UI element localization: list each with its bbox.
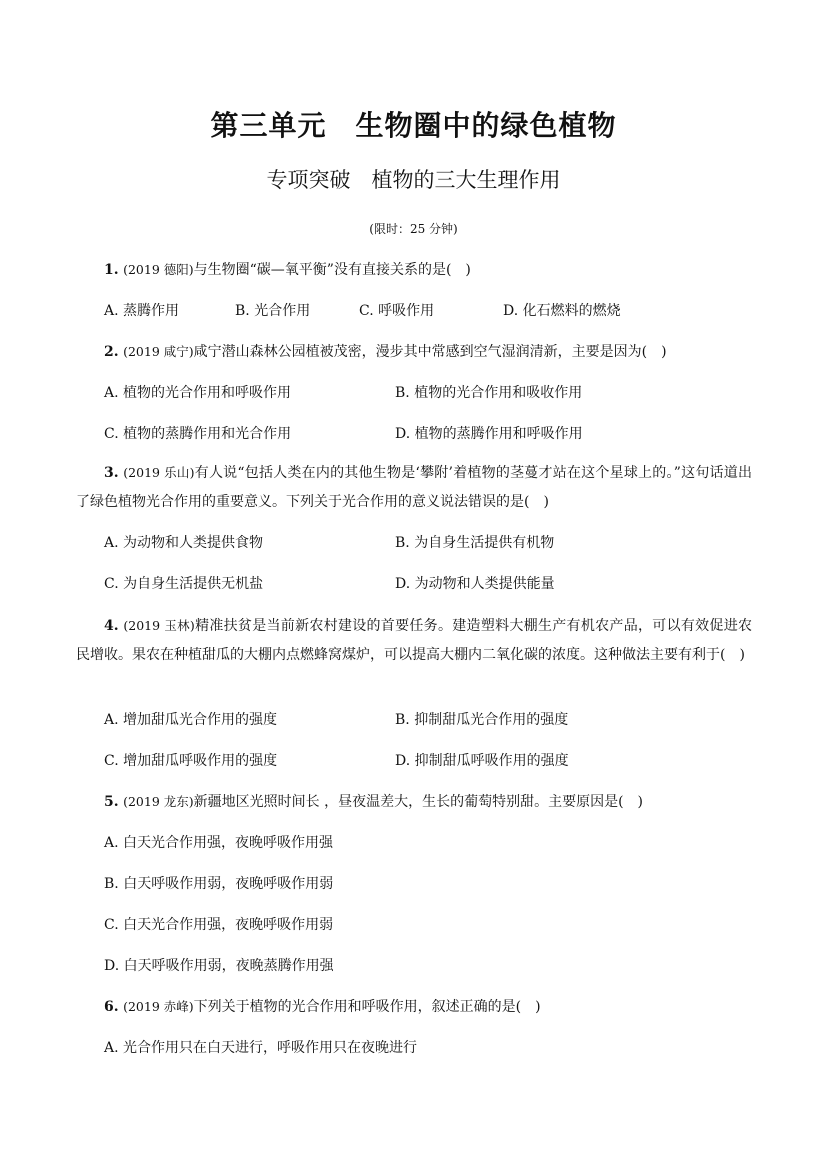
question-6-stem [104,997,541,1017]
question-text: 新疆地区光照时间长 ，昼夜温差大，生长的葡萄特别甜。主要原因是( ) [193,794,643,810]
question-source: (2019 咸宁) [123,344,194,359]
question-number: 6. [104,999,119,1015]
question-2-option-c: C. 植物的蒸腾作用和光合作用 [104,426,292,442]
question-5-option-c: C. 白天光合作用强，夜晚呼吸作用弱 [104,917,334,933]
unit-title: 第三单元 生物圈中的绿色植物 [210,109,617,142]
question-source: (2019 赤峰) [123,999,194,1014]
question-text: 有人说“包括人类在内的其他生物是‘攀附’着植物的茎蔓才站在这个星球上的。”这句话道出了绿色植物光合作用的重要意义。下列关于光合作用的意义说法错误的是( ) [76,465,752,510]
question-source: (2019 德阳) [123,262,194,277]
question-3-option-b: B. 为自身生活提供有机物 [395,535,555,551]
question-text: 下列关于植物的光合作用和呼吸作用，叙述正确的是( ) [193,999,541,1015]
question-5-option-a: A. 白天光合作用强，夜晚呼吸作用强 [104,835,334,851]
question-1-option-d: D. 化石燃料的燃烧 [503,303,621,319]
question-number: 1. [104,262,119,278]
question-1-option-b: B. 光合作用 [235,303,311,319]
question-5-stem [104,792,643,812]
question-2-option-b: B. 植物的光合作用和吸收作用 [395,385,583,401]
question-text: 精准扶贫是当前新农村建设的首要任务。建造塑料大棚生产有机农产品，可以有效促进农民增收。果农在种植甜瓜的大棚内点燃蜂窝煤炉，可以提高大棚内二氧化碳的浓度。这种做法主要有利于( ) [76,618,753,663]
question-2-option-d: D. 植物的蒸腾作用和呼吸作用 [395,426,583,442]
question-1-option-a: A. 蒸腾作用 [104,303,180,319]
question-text: 与生物圈“碳—氧平衡”没有直接关系的是( ) [193,262,471,278]
question-3-option-d: D. 为动物和人类提供能量 [395,576,555,592]
question-3-option-a: A. 为动物和人类提供食物 [104,535,264,551]
question-number: 4. [104,618,119,634]
question-4-option-b: B. 抑制甜瓜光合作用的强度 [395,712,569,728]
question-4-option-c: C. 增加甜瓜呼吸作用的强度 [104,753,278,769]
question-source: (2019 玉林) [123,618,195,633]
question-2-option-a: A. 植物的光合作用和呼吸作用 [104,385,292,401]
question-1-option-c: C. 呼吸作用 [359,303,435,319]
question-6-option-a: A. 光合作用只在白天进行，呼吸作用只在夜晚进行 [104,1040,418,1056]
question-text: 咸宁潜山森林公园植被茂密，漫步其中常感到空气湿润清新，主要是因为( ) [193,344,667,360]
section-subtitle: 专项突破 植物的三大生理作用 [266,168,561,192]
question-4-stem [76,611,752,670]
question-3-stem [76,458,752,517]
question-5-option-d: D. 白天呼吸作用弱，夜晚蒸腾作用强 [104,958,334,974]
question-2-stem [104,342,667,362]
question-number: 3. [104,465,119,481]
question-source: (2019 乐山) [123,465,195,480]
question-5-option-b: B. 白天呼吸作用弱，夜晚呼吸作用弱 [104,876,334,892]
time-limit: (限时：25 分钟) [369,222,458,236]
question-number: 2. [104,344,119,360]
question-source: (2019 龙东) [123,794,194,809]
question-4-option-d: D. 抑制甜瓜呼吸作用的强度 [395,753,569,769]
question-4-option-a: A. 增加甜瓜光合作用的强度 [104,712,278,728]
question-number: 5. [104,794,119,810]
question-3-option-c: C. 为自身生活提供无机盐 [104,576,264,592]
question-1-stem [104,260,471,280]
